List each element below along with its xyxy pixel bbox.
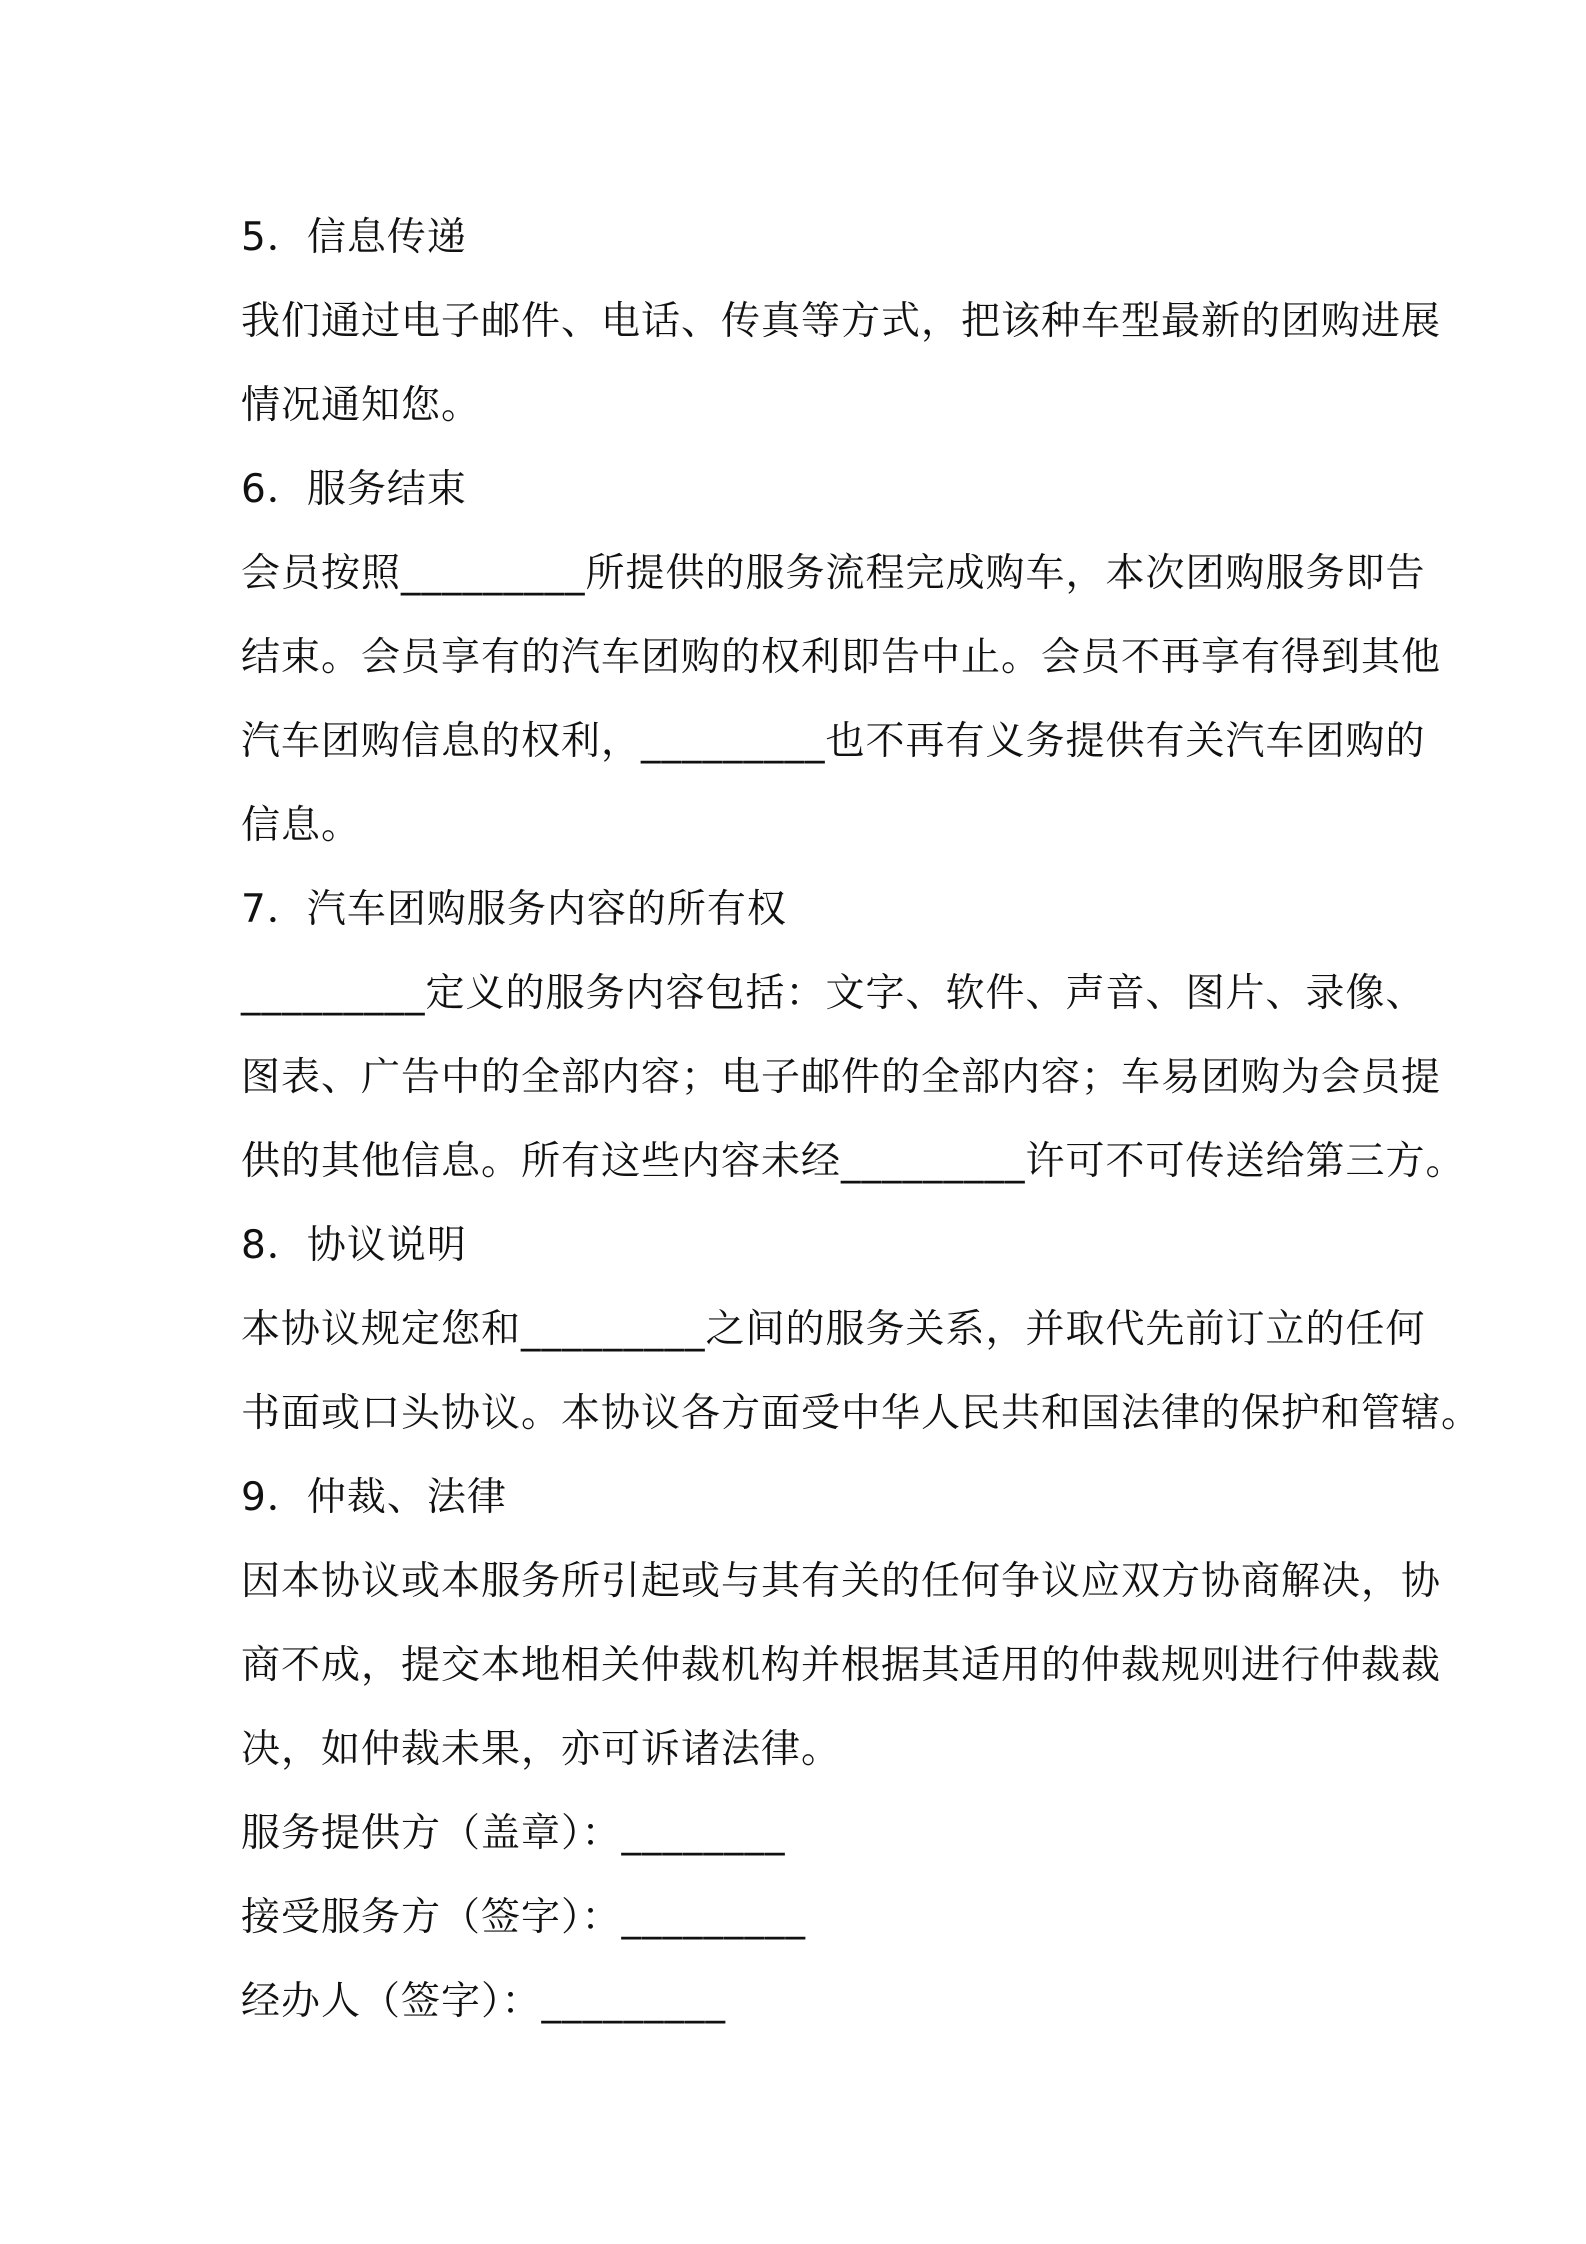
- section-heading-6: 6．服务结束: [241, 467, 467, 512]
- paragraph-line: 图表、广告中的全部内容；电子邮件的全部内容；车易团购为会员提: [241, 1055, 1442, 1100]
- paragraph-line: 决，如仲裁未果，亦可诉诸法律。: [241, 1727, 842, 1772]
- paragraph-line: _________定义的服务内容包括：文字、软件、声音、图片、录像、: [241, 971, 1426, 1016]
- signature-line-agent: 经办人（签字）：_________: [241, 1979, 727, 2024]
- paragraph-line: 供的其他信息。所有这些内容未经_________许可不可传送给第三方。: [241, 1139, 1466, 1184]
- paragraph-line: 结束。会员享有的汽车团购的权利即告中止。会员不再享有得到其他: [241, 635, 1442, 680]
- section-heading-9: 9．仲裁、法律: [241, 1475, 507, 1520]
- paragraph-line: 书面或口头协议。本协议各方面受中华人民共和国法律的保护和管辖。: [241, 1391, 1482, 1436]
- document-page: [241, 196, 1482, 2044]
- section-heading-5: 5．信息传递: [241, 215, 467, 260]
- section-heading-8: 8．协议说明: [241, 1223, 467, 1268]
- paragraph-line: 商不成，提交本地相关仲裁机构并根据其适用的仲裁规则进行仲裁裁: [241, 1643, 1442, 1688]
- paragraph-line: 信息。: [241, 803, 362, 848]
- paragraph-line: 我们通过电子邮件、电话、传真等方式，把该种车型最新的团购进展: [241, 299, 1442, 344]
- signature-line-provider: 服务提供方（盖章）：________: [241, 1811, 786, 1856]
- signature-line-recipient: 接受服务方（签字）：_________: [241, 1895, 807, 1940]
- paragraph-line: 因本协议或本服务所引起或与其有关的任何争议应双方协商解决，协: [241, 1559, 1442, 1604]
- paragraph-line: 情况通知您。: [241, 383, 482, 428]
- paragraph-line: 汽车团购信息的权利，_________也不再有义务提供有关汽车团购的: [241, 719, 1426, 764]
- paragraph-line: 会员按照_________所提供的服务流程完成购车，本次团购服务即告: [241, 551, 1426, 596]
- paragraph-line: 本协议规定您和_________之间的服务关系，并取代先前订立的任何: [241, 1307, 1426, 1352]
- section-heading-7: 7．汽车团购服务内容的所有权: [241, 887, 787, 932]
